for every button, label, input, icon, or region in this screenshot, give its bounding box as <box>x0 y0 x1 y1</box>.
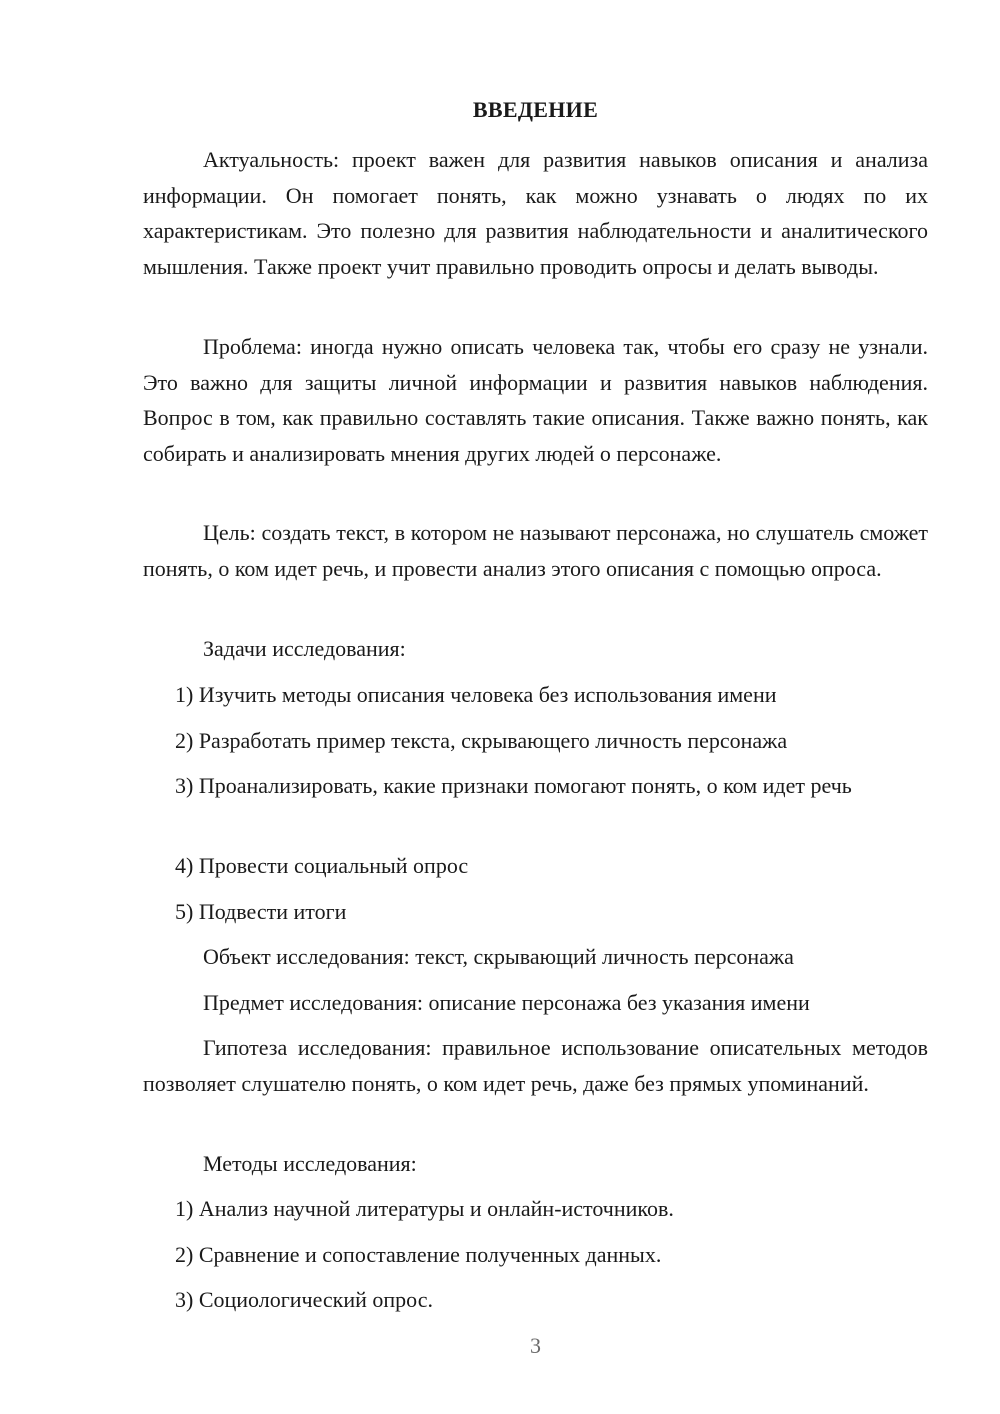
method-item-3: 3) Социологический опрос. <box>175 1287 433 1312</box>
hypothesis-paragraph: Гипотеза исследования: правильное использование описательных методов позволяет слушателю понять, о ком идет речь, даже без прямых упоминаний. <box>143 1035 928 1096</box>
task-item-3: 3) Проанализировать, какие признаки помогают понять, о ком идет речь <box>175 773 852 798</box>
object-line: Объект исследования: текст, скрывающий личность персонажа <box>203 944 794 969</box>
task-item-1: 1) Изучить методы описания человека без использования имени <box>175 682 777 707</box>
page-title: ВВЕДЕНИЕ <box>472 97 599 122</box>
goal-paragraph: Цель: создать текст, в котором не называют персонажа, но слушатель сможет понять, о ком идет речь, и провести анализ этого описания с помощью опроса. <box>143 520 928 581</box>
task-item-5: 5) Подвести итоги <box>175 899 347 924</box>
tasks-heading: Задачи исследования: <box>203 636 406 661</box>
method-item-2: 2) Сравнение и сопоставление полученных данных. <box>175 1242 662 1267</box>
problem-paragraph: Проблема: иногда нужно описать человека так, чтобы его сразу не узнали. Это важно для защиты личной информации и развития навыков наблюдения. Вопрос в том, как правильно составлять такие описания. Также важно понять, как собирать и анализировать мнения других людей о персонаже. <box>143 334 928 466</box>
task-item-2: 2) Разработать пример текста, скрывающего личность персонажа <box>175 728 788 753</box>
page-number: 3 <box>530 1333 541 1358</box>
relevance-paragraph: Актуальность: проект важен для развития навыков описания и анализа информации. Он помогает понять, как можно узнавать о людях по их характеристикам. Это полезно для развития наблюдательности и аналитического мышления. Также проект учит правильно проводить опросы и делать выводы. <box>143 147 928 279</box>
subject-line: Предмет исследования: описание персонажа без указания имени <box>203 990 810 1015</box>
methods-heading: Методы исследования: <box>203 1151 417 1176</box>
method-item-1: 1) Анализ научной литературы и онлайн-источников. <box>175 1196 674 1221</box>
task-item-4: 4) Провести социальный опрос <box>175 853 469 878</box>
document-page <box>143 0 928 1414</box>
